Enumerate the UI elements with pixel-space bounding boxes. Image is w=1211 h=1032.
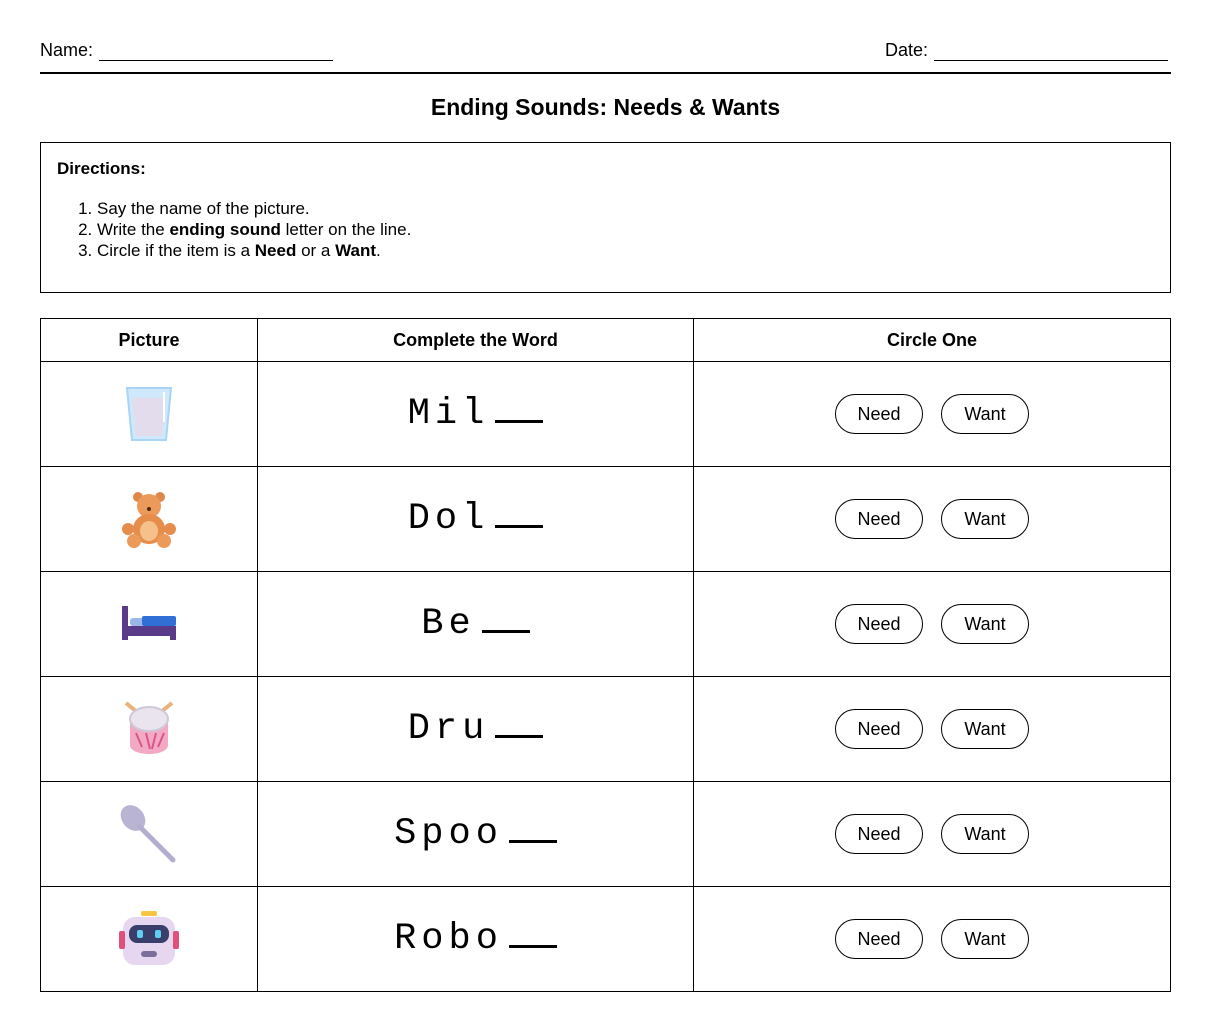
word-cell: [258, 887, 694, 992]
picture-cell: [41, 467, 258, 572]
need-option[interactable]: Need: [835, 394, 923, 434]
table-row: [41, 887, 1171, 992]
picture-cell: [41, 572, 258, 677]
picture-cell: [41, 362, 258, 467]
table-row: [41, 362, 1171, 467]
answer-blank[interactable]: [482, 630, 530, 633]
date-label: Date:: [885, 40, 929, 60]
need-option[interactable]: Need: [835, 919, 923, 959]
page-title: Ending Sounds: Needs & Wants: [430, 94, 781, 120]
robot-icon: [41, 909, 257, 969]
table-row: [41, 572, 1171, 677]
answer-blank[interactable]: [495, 420, 543, 423]
choice-cell: [694, 467, 1171, 572]
word-cell: [258, 572, 694, 677]
need-option[interactable]: Need: [835, 814, 923, 854]
word-stem: Be: [421, 603, 529, 645]
name-line[interactable]: [99, 40, 333, 61]
choice-cell: [694, 677, 1171, 782]
worksheet-table: [40, 318, 1171, 992]
choice-cell: [694, 362, 1171, 467]
want-option[interactable]: Want: [941, 394, 1029, 434]
table-row: [41, 677, 1171, 782]
word-cell: [258, 782, 694, 887]
word-cell: [258, 467, 694, 572]
picture-cell: [41, 887, 258, 992]
date-line[interactable]: [934, 40, 1168, 61]
want-option[interactable]: Want: [941, 604, 1029, 644]
directions-heading: Directions:: [57, 159, 146, 178]
want-option[interactable]: Want: [941, 814, 1029, 854]
need-option[interactable]: Need: [835, 499, 923, 539]
word-cell: [258, 362, 694, 467]
direction-step: 1. Say the name of the picture.: [97, 198, 411, 219]
header-picture: Picture: [41, 319, 258, 362]
directions-list: [77, 198, 411, 261]
picture-cell: [41, 782, 258, 887]
teddy-bear-icon: [41, 489, 257, 549]
word-cell: [258, 677, 694, 782]
need-option[interactable]: Need: [835, 604, 923, 644]
answer-blank[interactable]: [509, 945, 557, 948]
choice-cell: [694, 887, 1171, 992]
direction-step: 2. Write the ending sound letter on the line.: [97, 219, 411, 240]
word-stem: Spoo: [394, 813, 557, 855]
word-stem: Dru: [408, 708, 544, 750]
header-circle: Circle One: [694, 319, 1171, 362]
direction-step: 3. Circle if the item is a Need or a Want.: [97, 240, 411, 261]
header: [40, 38, 1171, 74]
table-header: [41, 319, 1171, 362]
answer-blank[interactable]: [495, 525, 543, 528]
name-label: Name:: [40, 40, 94, 60]
word-stem: Mil: [408, 393, 544, 435]
need-option[interactable]: Need: [835, 709, 923, 749]
table-row: [41, 467, 1171, 572]
word-stem: Robo: [394, 918, 557, 960]
want-option[interactable]: Want: [941, 919, 1029, 959]
want-option[interactable]: Want: [941, 709, 1029, 749]
choice-cell: [694, 572, 1171, 677]
bed-icon: [41, 604, 257, 644]
date-field[interactable]: [885, 40, 1168, 61]
header-word: Complete the Word: [258, 319, 694, 362]
directions-box: [40, 142, 1171, 293]
spoon-icon: [41, 804, 257, 864]
drum-icon: [41, 699, 257, 759]
answer-blank[interactable]: [509, 840, 557, 843]
want-option[interactable]: Want: [941, 499, 1029, 539]
milk-glass-icon: [41, 384, 257, 444]
name-field[interactable]: [40, 40, 333, 61]
answer-blank[interactable]: [495, 735, 543, 738]
table-row: [41, 782, 1171, 887]
word-stem: Dol: [408, 498, 544, 540]
picture-cell: [41, 677, 258, 782]
choice-cell: [694, 782, 1171, 887]
